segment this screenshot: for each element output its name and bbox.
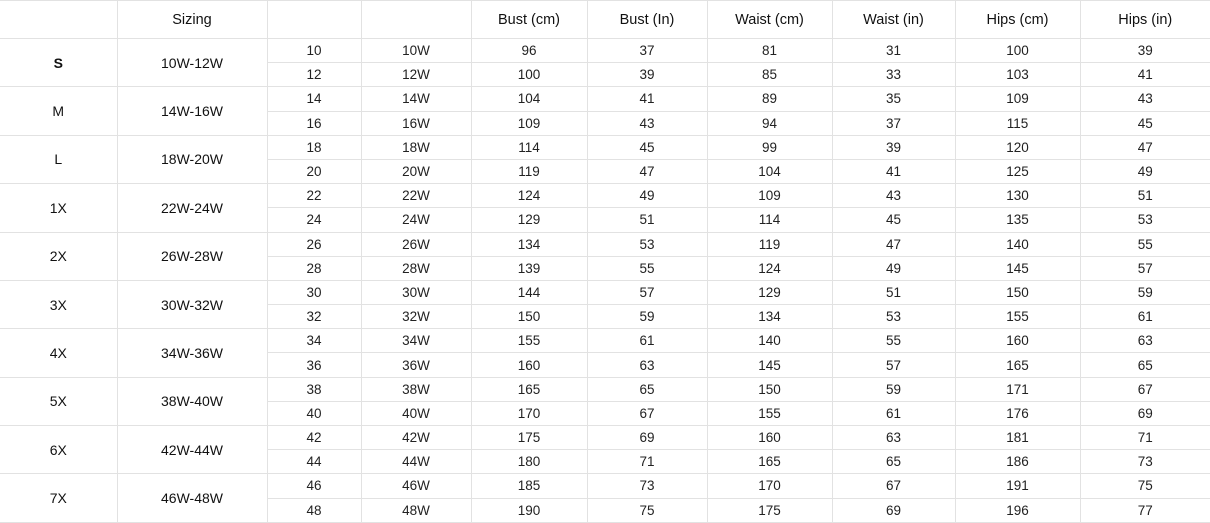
- cell-waist-in: 33: [832, 63, 955, 87]
- header-hips-in: Hips (in): [1080, 1, 1210, 39]
- cell-w-size-range: 46W-48W: [117, 474, 267, 522]
- header-waist-cm: Waist (cm): [707, 1, 832, 39]
- cell-numeric-w-size: 24W: [361, 208, 471, 232]
- cell-bust-in: 43: [587, 111, 707, 135]
- cell-hips-cm: 100: [955, 39, 1080, 63]
- cell-bust-in: 47: [587, 159, 707, 183]
- cell-waist-in: 59: [832, 377, 955, 401]
- cell-waist-in: 65: [832, 450, 955, 474]
- header-hips-cm: Hips (cm): [955, 1, 1080, 39]
- cell-waist-in: 51: [832, 280, 955, 304]
- cell-numeric-size: 20: [267, 159, 361, 183]
- header-blank-numw: [361, 1, 471, 39]
- cell-bust-in: 39: [587, 63, 707, 87]
- cell-hips-cm: 130: [955, 184, 1080, 208]
- header-row: [0, 1, 1210, 39]
- cell-waist-in: 53: [832, 305, 955, 329]
- table-body: [0, 39, 1210, 523]
- cell-numeric-size: 44: [267, 450, 361, 474]
- cell-hips-in: 77: [1080, 498, 1210, 522]
- cell-w-size-range: 14W-16W: [117, 87, 267, 135]
- cell-hips-in: 67: [1080, 377, 1210, 401]
- cell-hips-in: 47: [1080, 135, 1210, 159]
- cell-w-size-range: 10W-12W: [117, 39, 267, 87]
- cell-numeric-w-size: 32W: [361, 305, 471, 329]
- cell-hips-in: 61: [1080, 305, 1210, 329]
- cell-waist-cm: 94: [707, 111, 832, 135]
- cell-bust-in: 55: [587, 256, 707, 280]
- cell-alpha-size: 6X: [0, 426, 117, 474]
- header-sizing: Sizing: [117, 1, 267, 39]
- cell-bust-in: 65: [587, 377, 707, 401]
- cell-waist-in: 41: [832, 159, 955, 183]
- cell-waist-cm: 104: [707, 159, 832, 183]
- table-row: [0, 39, 1210, 63]
- cell-waist-cm: 89: [707, 87, 832, 111]
- cell-numeric-size: 36: [267, 353, 361, 377]
- cell-hips-cm: 115: [955, 111, 1080, 135]
- cell-numeric-w-size: 38W: [361, 377, 471, 401]
- cell-hips-in: 43: [1080, 87, 1210, 111]
- cell-numeric-w-size: 48W: [361, 498, 471, 522]
- cell-alpha-size: M: [0, 87, 117, 135]
- cell-alpha-size: 4X: [0, 329, 117, 377]
- cell-waist-cm: 114: [707, 208, 832, 232]
- cell-numeric-size: 24: [267, 208, 361, 232]
- cell-bust-in: 49: [587, 184, 707, 208]
- cell-w-size-range: 38W-40W: [117, 377, 267, 425]
- cell-hips-in: 51: [1080, 184, 1210, 208]
- cell-numeric-size: 40: [267, 401, 361, 425]
- cell-numeric-w-size: 42W: [361, 426, 471, 450]
- cell-numeric-w-size: 46W: [361, 474, 471, 498]
- cell-waist-in: 43: [832, 184, 955, 208]
- cell-bust-in: 59: [587, 305, 707, 329]
- cell-bust-cm: 165: [471, 377, 587, 401]
- cell-hips-in: 63: [1080, 329, 1210, 353]
- cell-waist-in: 37: [832, 111, 955, 135]
- cell-hips-in: 69: [1080, 401, 1210, 425]
- cell-numeric-w-size: 20W: [361, 159, 471, 183]
- cell-bust-cm: 104: [471, 87, 587, 111]
- cell-hips-in: 39: [1080, 39, 1210, 63]
- cell-hips-cm: 176: [955, 401, 1080, 425]
- cell-hips-in: 65: [1080, 353, 1210, 377]
- cell-w-size-range: 22W-24W: [117, 184, 267, 232]
- cell-numeric-w-size: 12W: [361, 63, 471, 87]
- cell-bust-in: 61: [587, 329, 707, 353]
- cell-hips-cm: 196: [955, 498, 1080, 522]
- header-bust-in: Bust (In): [587, 1, 707, 39]
- cell-bust-in: 53: [587, 232, 707, 256]
- cell-numeric-size: 22: [267, 184, 361, 208]
- cell-numeric-w-size: 44W: [361, 450, 471, 474]
- cell-numeric-size: 28: [267, 256, 361, 280]
- cell-hips-cm: 181: [955, 426, 1080, 450]
- cell-hips-in: 75: [1080, 474, 1210, 498]
- header-waist-in: Waist (in): [832, 1, 955, 39]
- cell-alpha-size: 2X: [0, 232, 117, 280]
- cell-hips-cm: 125: [955, 159, 1080, 183]
- table-row: [0, 184, 1210, 208]
- cell-alpha-size: 5X: [0, 377, 117, 425]
- cell-hips-in: 55: [1080, 232, 1210, 256]
- table-row: [0, 232, 1210, 256]
- cell-bust-in: 75: [587, 498, 707, 522]
- cell-hips-cm: 109: [955, 87, 1080, 111]
- cell-bust-cm: 155: [471, 329, 587, 353]
- cell-hips-in: 71: [1080, 426, 1210, 450]
- cell-bust-cm: 109: [471, 111, 587, 135]
- cell-numeric-w-size: 34W: [361, 329, 471, 353]
- cell-waist-cm: 170: [707, 474, 832, 498]
- cell-hips-cm: 171: [955, 377, 1080, 401]
- cell-hips-cm: 145: [955, 256, 1080, 280]
- cell-w-size-range: 42W-44W: [117, 426, 267, 474]
- cell-waist-cm: 85: [707, 63, 832, 87]
- cell-waist-in: 31: [832, 39, 955, 63]
- cell-waist-in: 47: [832, 232, 955, 256]
- cell-alpha-size: 3X: [0, 280, 117, 328]
- cell-numeric-w-size: 14W: [361, 87, 471, 111]
- cell-bust-cm: 170: [471, 401, 587, 425]
- cell-waist-cm: 165: [707, 450, 832, 474]
- cell-waist-cm: 99: [707, 135, 832, 159]
- cell-hips-cm: 186: [955, 450, 1080, 474]
- cell-bust-cm: 190: [471, 498, 587, 522]
- table-row: [0, 87, 1210, 111]
- cell-bust-in: 63: [587, 353, 707, 377]
- cell-w-size-range: 18W-20W: [117, 135, 267, 183]
- cell-waist-cm: 175: [707, 498, 832, 522]
- cell-hips-in: 41: [1080, 63, 1210, 87]
- cell-hips-in: 45: [1080, 111, 1210, 135]
- cell-numeric-size: 30: [267, 280, 361, 304]
- cell-numeric-size: 34: [267, 329, 361, 353]
- cell-numeric-size: 14: [267, 87, 361, 111]
- cell-hips-in: 73: [1080, 450, 1210, 474]
- table-row: [0, 377, 1210, 401]
- cell-waist-cm: 119: [707, 232, 832, 256]
- cell-hips-cm: 150: [955, 280, 1080, 304]
- cell-bust-cm: 114: [471, 135, 587, 159]
- cell-bust-cm: 180: [471, 450, 587, 474]
- cell-waist-in: 57: [832, 353, 955, 377]
- cell-numeric-w-size: 26W: [361, 232, 471, 256]
- cell-numeric-size: 18: [267, 135, 361, 159]
- cell-bust-cm: 175: [471, 426, 587, 450]
- cell-waist-in: 67: [832, 474, 955, 498]
- header-blank-num: [267, 1, 361, 39]
- cell-bust-cm: 129: [471, 208, 587, 232]
- cell-waist-cm: 81: [707, 39, 832, 63]
- cell-waist-cm: 134: [707, 305, 832, 329]
- cell-waist-in: 63: [832, 426, 955, 450]
- cell-bust-cm: 96: [471, 39, 587, 63]
- cell-hips-cm: 103: [955, 63, 1080, 87]
- cell-waist-cm: 140: [707, 329, 832, 353]
- cell-bust-cm: 160: [471, 353, 587, 377]
- table-row: [0, 329, 1210, 353]
- cell-w-size-range: 30W-32W: [117, 280, 267, 328]
- cell-numeric-w-size: 36W: [361, 353, 471, 377]
- cell-w-size-range: 34W-36W: [117, 329, 267, 377]
- header-bust-cm: Bust (cm): [471, 1, 587, 39]
- cell-bust-cm: 144: [471, 280, 587, 304]
- cell-alpha-size: 1X: [0, 184, 117, 232]
- table-row: [0, 474, 1210, 498]
- cell-hips-in: 49: [1080, 159, 1210, 183]
- cell-bust-in: 45: [587, 135, 707, 159]
- cell-bust-cm: 134: [471, 232, 587, 256]
- cell-bust-in: 73: [587, 474, 707, 498]
- cell-numeric-w-size: 16W: [361, 111, 471, 135]
- cell-hips-cm: 165: [955, 353, 1080, 377]
- cell-waist-in: 45: [832, 208, 955, 232]
- cell-alpha-size: S: [0, 39, 117, 87]
- cell-waist-in: 39: [832, 135, 955, 159]
- table-row: [0, 135, 1210, 159]
- cell-waist-cm: 124: [707, 256, 832, 280]
- cell-bust-cm: 150: [471, 305, 587, 329]
- cell-bust-cm: 100: [471, 63, 587, 87]
- cell-bust-in: 51: [587, 208, 707, 232]
- cell-numeric-size: 38: [267, 377, 361, 401]
- cell-hips-cm: 160: [955, 329, 1080, 353]
- cell-waist-in: 69: [832, 498, 955, 522]
- cell-alpha-size: L: [0, 135, 117, 183]
- cell-bust-in: 67: [587, 401, 707, 425]
- cell-numeric-w-size: 22W: [361, 184, 471, 208]
- cell-numeric-size: 42: [267, 426, 361, 450]
- cell-waist-cm: 155: [707, 401, 832, 425]
- cell-waist-cm: 129: [707, 280, 832, 304]
- cell-numeric-size: 48: [267, 498, 361, 522]
- cell-bust-cm: 139: [471, 256, 587, 280]
- table-header: [0, 1, 1210, 39]
- cell-waist-cm: 160: [707, 426, 832, 450]
- cell-hips-cm: 155: [955, 305, 1080, 329]
- cell-hips-cm: 135: [955, 208, 1080, 232]
- cell-waist-cm: 145: [707, 353, 832, 377]
- cell-hips-cm: 191: [955, 474, 1080, 498]
- cell-bust-cm: 185: [471, 474, 587, 498]
- cell-bust-in: 41: [587, 87, 707, 111]
- cell-bust-cm: 124: [471, 184, 587, 208]
- cell-numeric-w-size: 18W: [361, 135, 471, 159]
- cell-numeric-w-size: 10W: [361, 39, 471, 63]
- cell-numeric-w-size: 28W: [361, 256, 471, 280]
- cell-hips-in: 57: [1080, 256, 1210, 280]
- cell-bust-cm: 119: [471, 159, 587, 183]
- cell-waist-in: 55: [832, 329, 955, 353]
- cell-bust-in: 57: [587, 280, 707, 304]
- cell-waist-in: 61: [832, 401, 955, 425]
- cell-waist-cm: 109: [707, 184, 832, 208]
- cell-hips-cm: 120: [955, 135, 1080, 159]
- cell-waist-in: 35: [832, 87, 955, 111]
- cell-waist-in: 49: [832, 256, 955, 280]
- cell-numeric-w-size: 30W: [361, 280, 471, 304]
- cell-bust-in: 69: [587, 426, 707, 450]
- cell-numeric-size: 46: [267, 474, 361, 498]
- table-row: [0, 426, 1210, 450]
- cell-numeric-w-size: 40W: [361, 401, 471, 425]
- cell-w-size-range: 26W-28W: [117, 232, 267, 280]
- cell-numeric-size: 10: [267, 39, 361, 63]
- header-blank-alpha: [0, 1, 117, 39]
- cell-hips-cm: 140: [955, 232, 1080, 256]
- cell-hips-in: 53: [1080, 208, 1210, 232]
- cell-waist-cm: 150: [707, 377, 832, 401]
- cell-hips-in: 59: [1080, 280, 1210, 304]
- cell-bust-in: 71: [587, 450, 707, 474]
- cell-bust-in: 37: [587, 39, 707, 63]
- cell-numeric-size: 32: [267, 305, 361, 329]
- cell-numeric-size: 26: [267, 232, 361, 256]
- cell-numeric-size: 12: [267, 63, 361, 87]
- cell-alpha-size: 7X: [0, 474, 117, 522]
- cell-numeric-size: 16: [267, 111, 361, 135]
- table-row: [0, 280, 1210, 304]
